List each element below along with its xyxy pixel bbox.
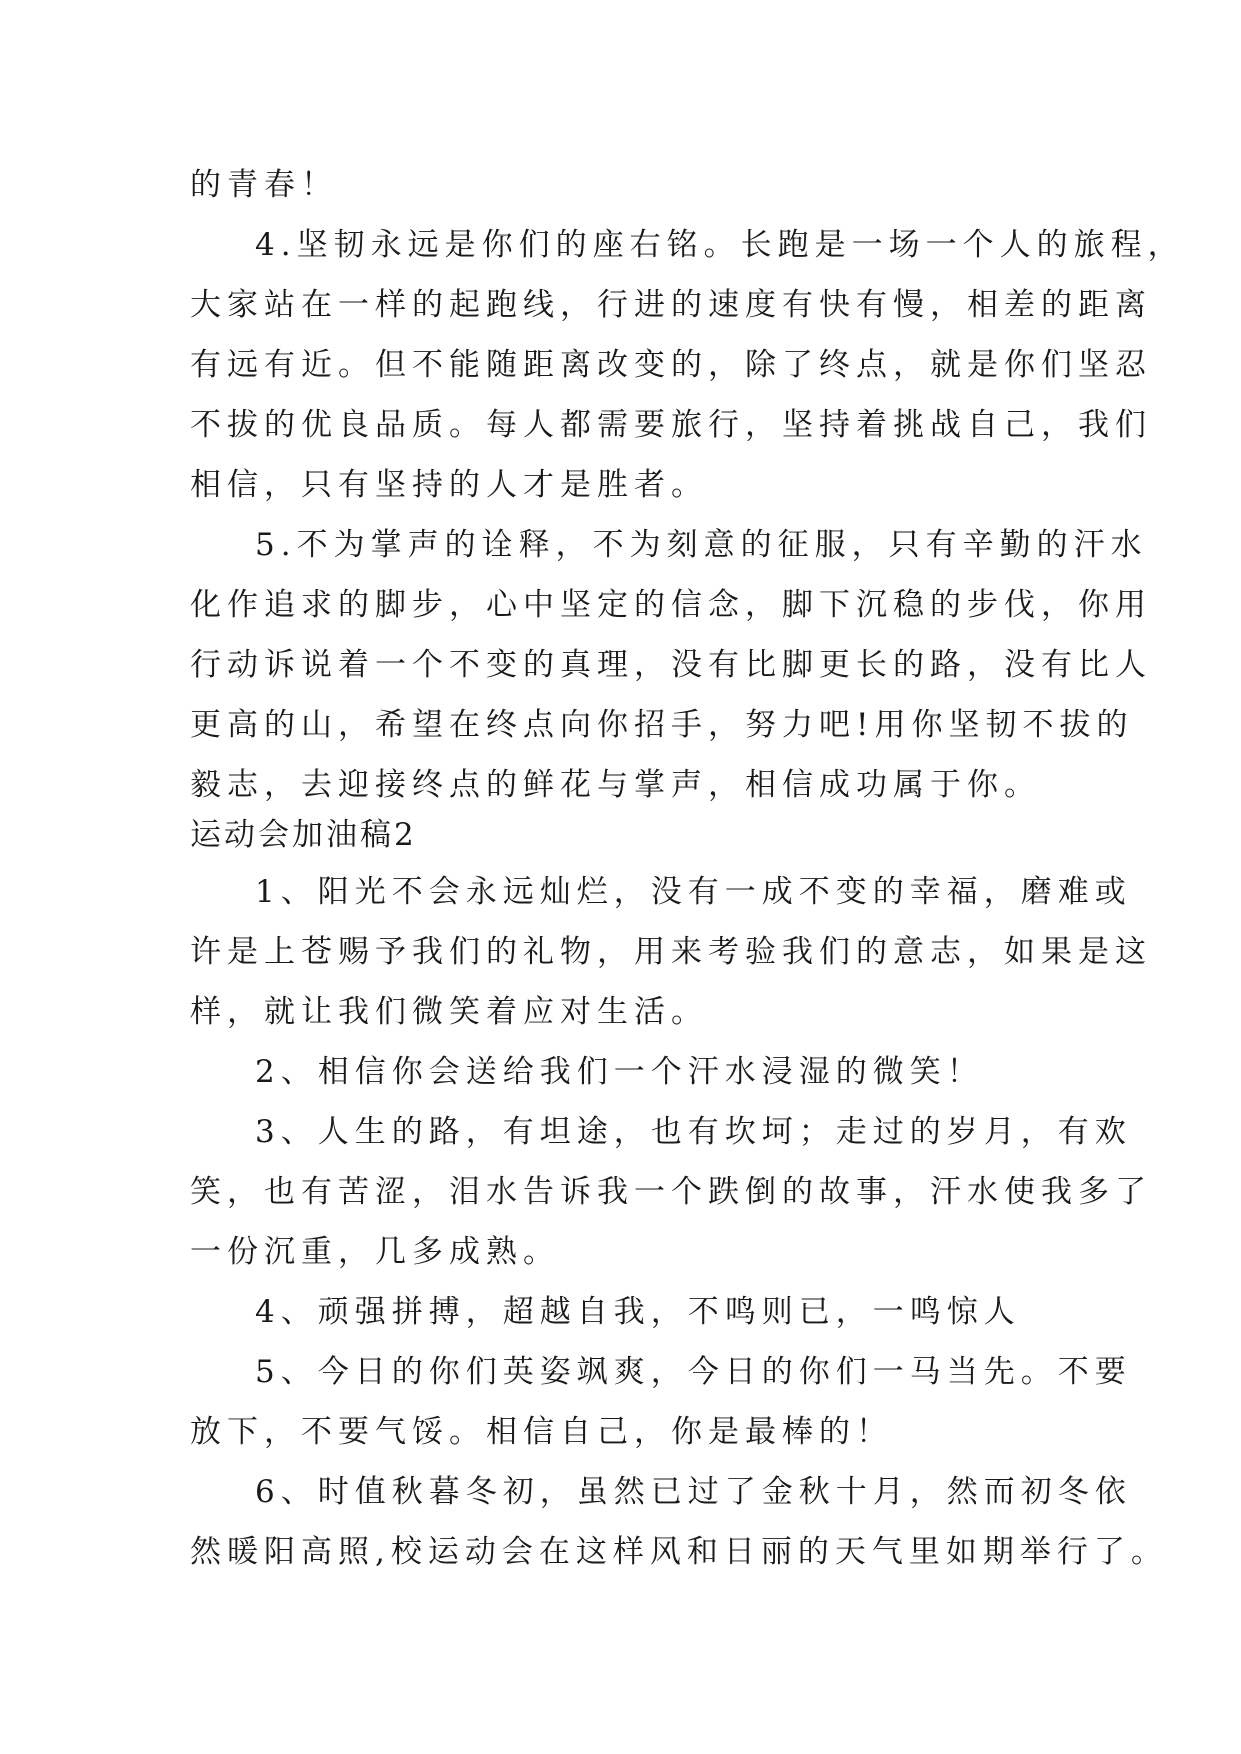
paragraph-start: 3、人生的路，有坦途，也有坎坷；走过的岁月，有欢 bbox=[255, 1114, 1132, 1150]
paragraph-start: 2、相信你会送给我们一个汗水浸湿的微笑！ bbox=[255, 1054, 984, 1090]
text-line: 然暖阳高照,校运动会在这样风和日丽的天气里如期举行了。 bbox=[190, 1534, 1168, 1570]
text-line: 有远有近。但不能随距离改变的，除了终点，就是你们坚忍 bbox=[190, 347, 1152, 383]
text-line: 的青春！ bbox=[190, 167, 338, 203]
paragraph-start: 1、阳光不会永远灿烂，没有一成不变的幸福，磨难或 bbox=[255, 874, 1132, 910]
text-line: 许是上苍赐予我们的礼物，用来考验我们的意志，如果是这 bbox=[190, 934, 1152, 970]
text-line: 不拔的优良品质。每人都需要旅行，坚持着挑战自己，我们 bbox=[190, 407, 1152, 443]
text-line: 相信，只有坚持的人才是胜者。 bbox=[190, 467, 708, 503]
text-line: 样，就让我们微笑着应对生活。 bbox=[190, 994, 708, 1030]
text-line: 毅志，去迎接终点的鲜花与掌声，相信成功属于你。 bbox=[190, 767, 1041, 803]
paragraph-start: 6、时值秋暮冬初，虽然已过了金秋十月，然而初冬依 bbox=[255, 1474, 1132, 1510]
section-heading: 运动会加油稿2 bbox=[190, 817, 417, 853]
text-line: 放下，不要气馁。相信自己，你是最棒的！ bbox=[190, 1414, 893, 1450]
text-line: 更高的山，希望在终点向你招手，努力吧!用你坚韧不拔的 bbox=[190, 707, 1134, 743]
text-line: 行动诉说着一个不变的真理，没有比脚更长的路，没有比人 bbox=[190, 647, 1152, 683]
paragraph-start: 4、顽强拼搏，超越自我，不鸣则已，一鸣惊人 bbox=[255, 1294, 1021, 1330]
paragraph-start: 5、今日的你们英姿飒爽，今日的你们一马当先。不要 bbox=[255, 1354, 1132, 1390]
text-line: 笑，也有苦涩，泪水告诉我一个跌倒的故事，汗水使我多了 bbox=[190, 1174, 1152, 1210]
paragraph-start: 5.不为掌声的诠释，不为刻意的征服，只有辛勤的汗水 bbox=[255, 527, 1148, 563]
paragraph-start: 4.坚韧永远是你们的座右铭。长跑是一场一个人的旅程， bbox=[255, 227, 1185, 263]
text-line: 化作追求的脚步，心中坚定的信念，脚下沉稳的步伐，你用 bbox=[190, 587, 1152, 623]
text-line: 一份沉重，几多成熟。 bbox=[190, 1234, 560, 1270]
text-line: 大家站在一样的起跑线，行进的速度有快有慢，相差的距离 bbox=[190, 287, 1152, 323]
